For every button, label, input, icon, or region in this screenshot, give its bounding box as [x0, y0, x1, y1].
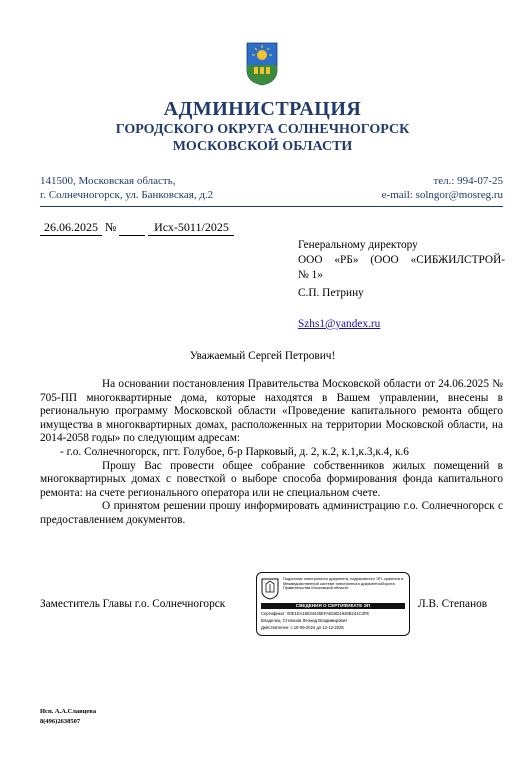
organization-email: e-mail: solngor@mosreg.ru [381, 189, 503, 201]
electronic-signature-stamp [256, 572, 410, 636]
signer-name: Л.В. Степанов [418, 598, 488, 610]
organization-subtitle-line2: МОСКОВСКОЙ ОБЛАСТИ [172, 139, 353, 154]
moscow-region-emblem-icon [261, 578, 279, 600]
municipal-coat-of-arms-icon [246, 42, 278, 86]
body-paragraph-3: О принятом решении прошу информировать администрацию г.о. Солнечногорск с предоставлением документов. [40, 500, 503, 526]
document-date: 26.06.2025 [40, 220, 102, 236]
address-line1: 141500, Московская область, [40, 175, 176, 187]
header-divider [40, 206, 503, 207]
recipient-email-link[interactable]: Szhs1@yandex.ru [298, 318, 381, 330]
recipient-name: С.П. Петрину [298, 287, 364, 299]
number-sign: № [105, 220, 117, 234]
stamp-validity: Действителен: с 18-09-2024 до 12-12-2025 [261, 625, 344, 630]
signer-position: Заместитель Главы г.о. Солнечногорск [40, 598, 226, 610]
stamp-certificate: Сертификат: 00E1EA16034445EFAB18D1926B241C3FE [261, 611, 370, 616]
document-number: Исх-5011/2025 [148, 220, 234, 236]
phone-number: тел.: 994-07-25 [433, 175, 503, 187]
body-paragraph-2: Прошу Вас провести общее собрание собственников жилых помещений в многоквартирных домах с повесткой о выборе способа формирования фонда капитального ремонта: на счете регионального оператора или не специальном счете. [40, 459, 503, 499]
recipient-line1: Генеральному директору [298, 239, 418, 251]
body-address-item: - г.о. Солнечногорск, пгт. Голубое, б-р Парковый, д. 2, к.2, к.1,к.3,к.4, к.6 [60, 445, 409, 458]
stamp-owner: Владелец: Степанов Леонид Владимирович [261, 618, 348, 623]
organization-subtitle-line1: ГОРОДСКОГО ОКРУГА СОЛНЕЧНОГОРСК [115, 122, 410, 137]
executor-phone: 8(496)2638507 [40, 718, 81, 725]
organization-title: АДМИНИСТРАЦИЯ [163, 98, 362, 120]
number-blank [119, 220, 145, 236]
stamp-header: СВЕДЕНИЯ О СЕРТИФИКАТЕ ЭП [261, 603, 405, 609]
stamp-notice: Подлинник электронного документа, подписанного ЭП, хранится в Межведомственной системе электронного документооборота Правительства Московской области [283, 576, 404, 591]
letter-body [40, 378, 503, 528]
registration-line [40, 220, 234, 236]
address-line2: г. Солнечногорск, ул. Банковская, д.2 [40, 189, 214, 201]
recipient-line3: № 1» [298, 269, 323, 281]
greeting: Уважаемый Сергей Петрович! [189, 350, 336, 362]
executor-name: Исп. А.А.Славцева [40, 708, 97, 715]
body-paragraph-1: На основании постановления Правительства Московской области от 24.06.2025 № 705-ПП многоквартирные дома, которые находятся в Вашем управлении, внесены в региональную программу Московской области «Проведение капитального ремонта общего имущества в многоквартирных домах, расположенных на территории Московской области, на 2014-2058 годы» по следующим адресам: [40, 378, 503, 445]
recipient-line2: ООО «РБ» (ООО «СИБЖИЛСТРОЙ- [298, 254, 505, 266]
